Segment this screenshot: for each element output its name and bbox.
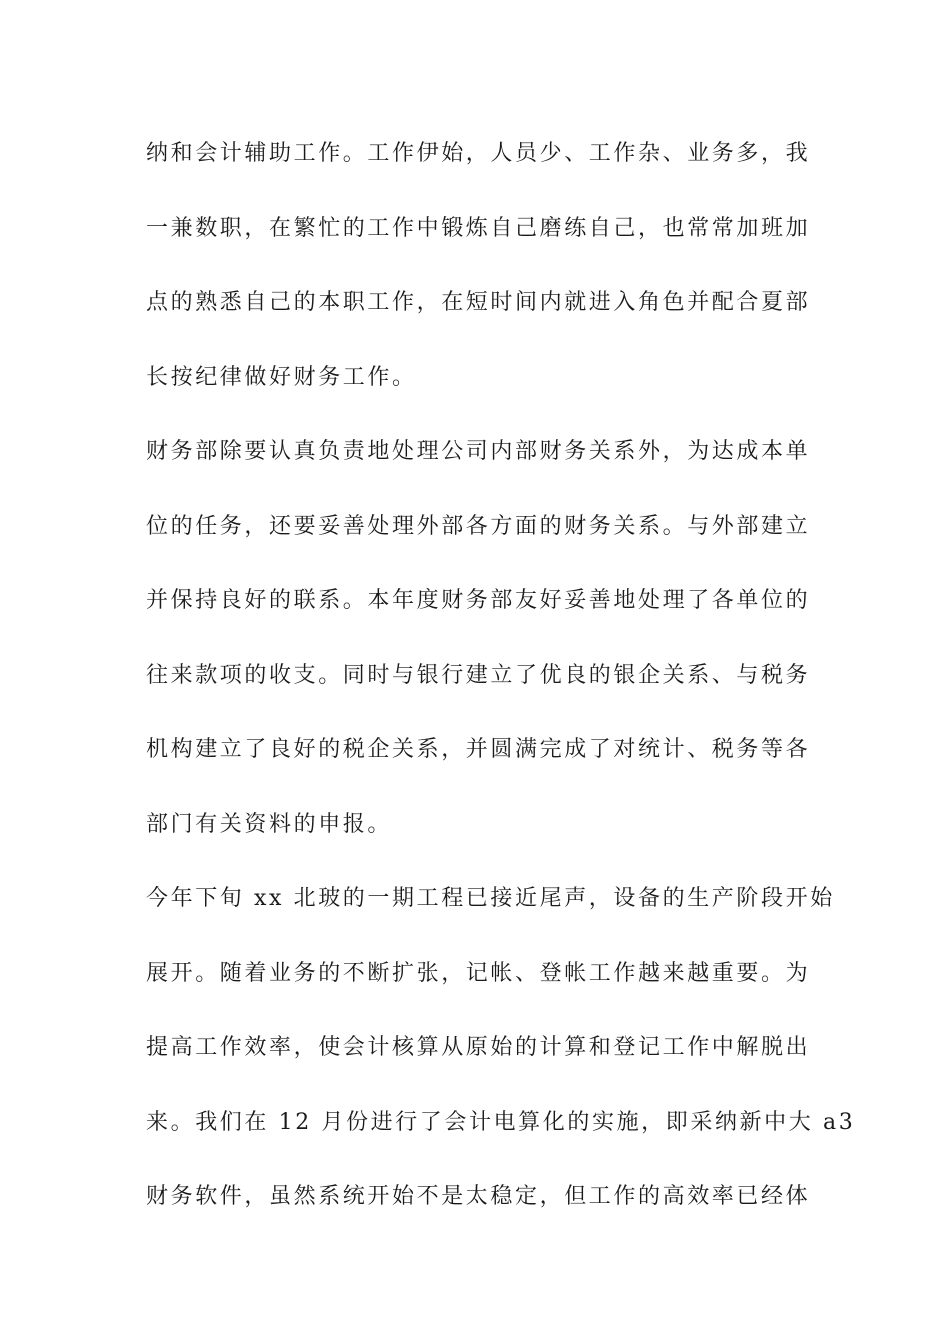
text-line: 并保持良好的联系。本年度财务部友好妥善地处理了各单位的 — [146, 588, 811, 613]
text-line: 长按纪律做好财务工作。 — [146, 364, 417, 390]
document-body — [146, 117, 856, 1235]
text-line: 财务部除要认真负责地处理公司内部财务关系外，为达成本单 — [146, 439, 811, 464]
text-line: 机构建立了良好的税企关系，并圆满完成了对统计、税务等各 — [146, 737, 811, 762]
text-line: 位的任务，还要妥善处理外部各方面的财务关系。与外部建立 — [146, 513, 811, 539]
text-line: 纳和会计辅助工作。工作伊始，人员少、工作杂、业务多，我 — [146, 141, 811, 166]
text-line: 点的熟悉自己的本职工作，在短时间内就进入角色并配合夏部 — [146, 290, 811, 315]
text-line: 展开。随着业务的不断扩张，记帐、登帐工作越来越重要。为 — [146, 960, 811, 986]
text-line: 部门有关资料的申报。 — [146, 811, 393, 837]
text-line: 往来款项的收支。同时与银行建立了优良的银企关系、与税务 — [146, 662, 811, 688]
text-line: 今年下旬 xx 北玻的一期工程已接近尾声，设备的生产阶段开始 — [146, 886, 835, 911]
text-line: 来。我们在 12 月份进行了会计电算化的实施，即采纳新中大 a3 — [146, 1109, 856, 1135]
text-line: 财务软件，虽然系统开始不是太稳定，但工作的高效率已经体 — [146, 1184, 811, 1209]
text-line: 一兼数职，在繁忙的工作中锻炼自己磨练自己，也常常加班加 — [146, 215, 811, 241]
text-line: 提高工作效率，使会计核算从原始的计算和登记工作中解脱出 — [146, 1035, 811, 1060]
